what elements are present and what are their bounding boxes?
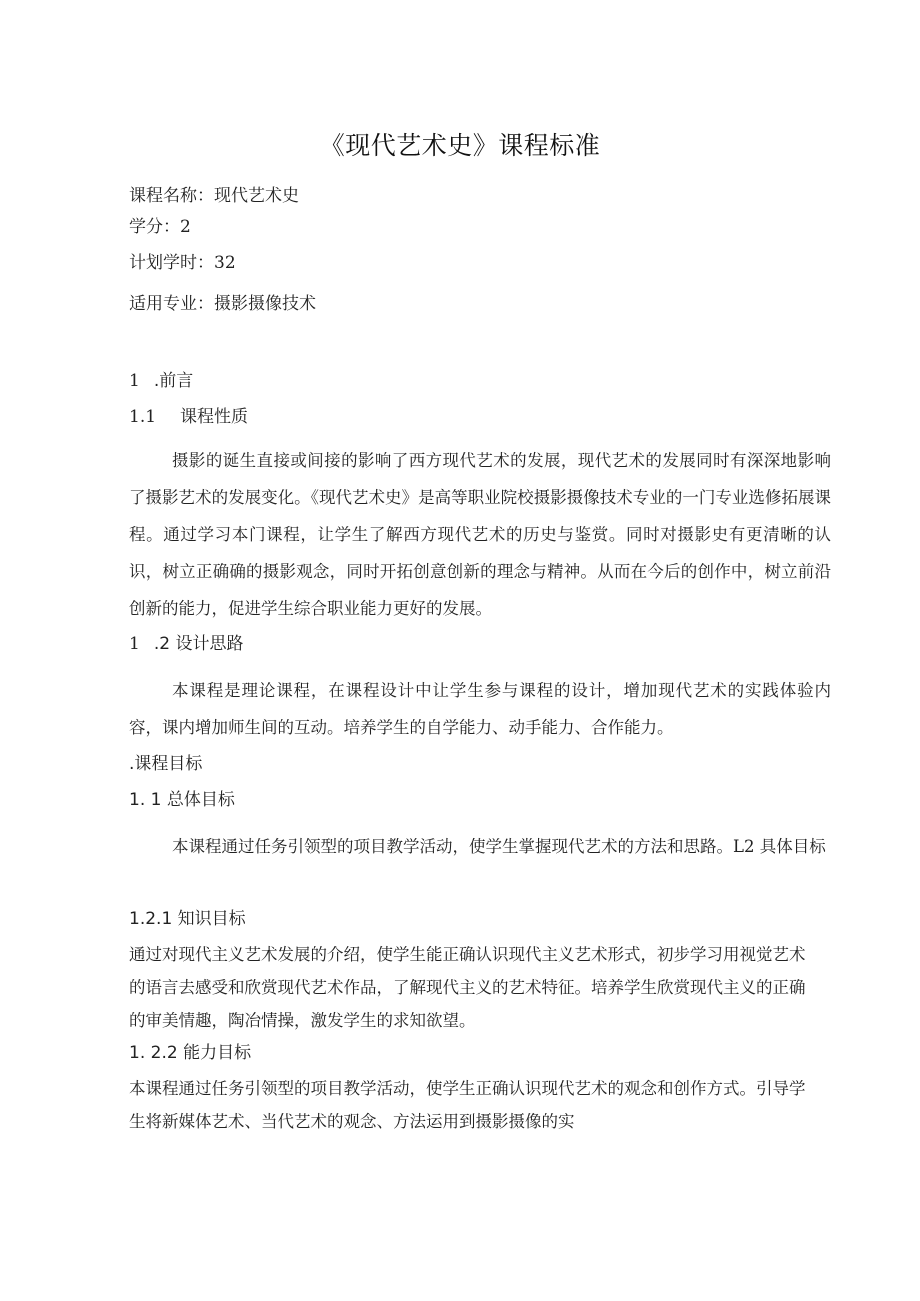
section-number: 1.1 bbox=[129, 407, 157, 427]
major-line: 适用专业：摄影摄像技术 bbox=[129, 294, 316, 314]
section-label: .前言 bbox=[153, 371, 194, 391]
paragraph-knowledge-objective: 通过对现代主义艺术发展的介绍，使学生能正确认识现代主义艺术形式，初步学习用视觉艺术的语言去感受和欣赏现代艺术作品，了解现代主义的艺术特征。培养学生欣赏现代主义的正确的审美情趣，陶冶情操，激发学生的求知欲望。 bbox=[129, 945, 806, 1030]
section-number: 1 bbox=[129, 634, 140, 654]
paragraph-course-nature: 摄影的诞生直接或间接的影响了西方现代艺术的发展，现代艺术的发展同时有深深地影响了摄影艺术的发展变化。《现代艺术史》是高等职业院校摄影摄像技术专业的一门专业选修拓展课程。通过学习本门课程，让学生了解西方现代艺术的历史与鉴赏。同时对摄影史有更清晰的认识，树立正确确的摄影观念，同时开拓创意创新的理念与精神。从而在今后的创作中，树立前沿创新的能力，促进学生综合职业能力更好的发展。 bbox=[129, 451, 831, 618]
section-heading-overall-objective: 1. 1 总体目标 bbox=[129, 790, 235, 810]
document-title: 《现代艺术史》课程标准 bbox=[319, 131, 601, 160]
section-heading-preface bbox=[129, 371, 193, 391]
section-heading-objectives: .课程目标 bbox=[129, 754, 203, 774]
section-label: .2 设计思路 bbox=[153, 634, 244, 654]
section-heading-knowledge-objective: 1.2.1 知识目标 bbox=[129, 909, 246, 929]
section-heading-course-nature bbox=[129, 407, 248, 427]
credits-line: 学分：2 bbox=[129, 217, 191, 237]
course-name-line: 课程名称：现代艺术史 bbox=[129, 186, 299, 206]
paragraph-ability-objective: 本课程通过任务引领型的项目教学活动，使学生正确认识现代艺术的观念和创作方式。引导学生将新媒体艺术、当代艺术的观念、方法运用到摄影摄像的实 bbox=[129, 1079, 806, 1131]
hours-line: 计划学时：32 bbox=[129, 253, 236, 273]
section-heading-design bbox=[129, 634, 243, 654]
paragraph-design: 本课程是理论课程，在课程设计中让学生参与课程的设计，增加现代艺术的实践体验内容，课内增加师生间的互动。培养学生的自学能力、动手能力、合作能力。 bbox=[129, 681, 831, 737]
section-label: 课程性质 bbox=[180, 407, 249, 427]
section-number: 1 bbox=[129, 371, 140, 391]
section-heading-ability-objective: 1. 2.2 能力目标 bbox=[129, 1043, 252, 1063]
paragraph-overall-objective: 本课程通过任务引领型的项目教学活动，使学生掌握现代艺术的方法和思路。L2 具体目标 bbox=[172, 837, 826, 856]
